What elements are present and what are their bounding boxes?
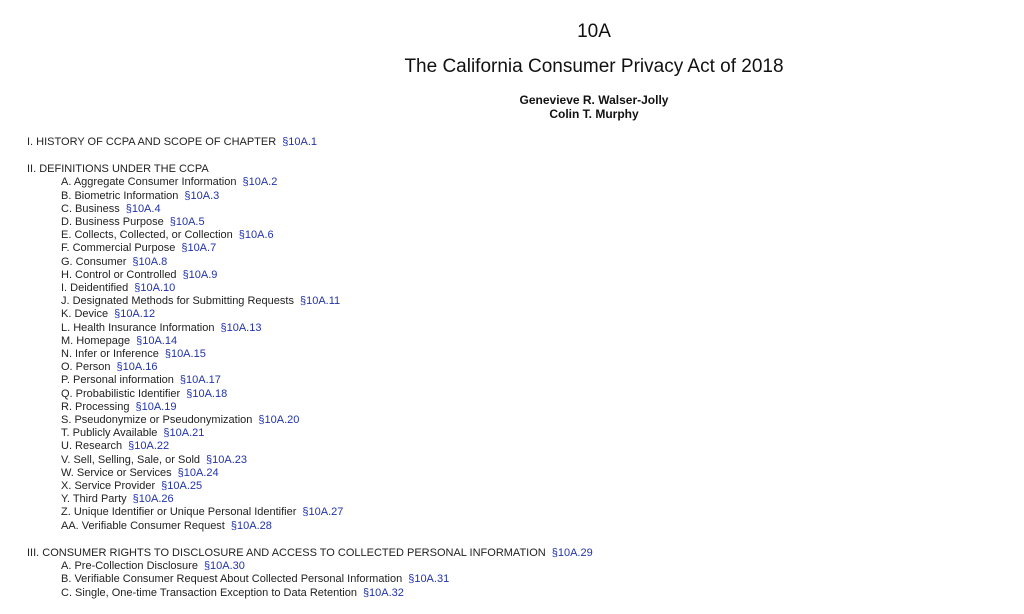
section-link[interactable]: §10A.27 [302,506,344,519]
section-link[interactable]: §10A.20 [258,414,300,427]
list-item [61,506,593,519]
list-item [61,308,593,321]
subsection-label: R. Processing [61,400,130,413]
subsection-label: J. Designated Methods for Submitting Requests [61,295,294,308]
section-link[interactable]: §10A.21 [163,427,205,440]
section-link[interactable]: §10A.31 [408,573,450,586]
section-link[interactable]: §10A.18 [186,387,228,400]
list-item [61,282,593,295]
list-item [61,587,593,600]
subsection-list [27,176,593,532]
subsection-label: P. Personal information [61,374,174,387]
list-item [61,242,593,255]
subsection-label: C. Single, One-time Transaction Exception to Data Retention [61,586,357,599]
section-link[interactable]: §10A.9 [182,268,218,281]
list-item [61,295,593,308]
subsection-label: A. Aggregate Consumer Information [61,176,237,189]
subsection-label: U. Research [61,440,123,453]
subsection-label: L. Health Insurance Information [61,321,215,334]
list-item [61,269,593,282]
section-link[interactable]: §10A.29 [551,546,593,559]
section-heading [27,547,593,560]
subsection-label: O. Person [61,361,111,374]
chapter-number: 10A [577,21,611,42]
list-item [61,361,593,374]
list-item [61,229,593,242]
section-link[interactable]: §10A.6 [238,229,274,242]
list-item [61,440,593,453]
list-item [61,560,593,573]
list-item [61,388,593,401]
subsection-label: S. Pseudonymize or Pseudonymization [61,414,253,427]
section-link[interactable]: §10A.1 [282,136,318,148]
list-item [61,190,593,203]
section-link[interactable]: §10A.14 [136,334,178,347]
subsection-label: B. Biometric Information [61,189,179,202]
section-link[interactable]: §10A.15 [164,348,206,361]
subsection-label: G. Consumer [61,255,127,268]
list-item [61,322,593,335]
section-link[interactable]: §10A.26 [132,493,174,506]
subsection-label: X. Service Provider [61,480,156,493]
subsection-label: AA. Verifiable Consumer Request [61,519,225,532]
subsection-label: A. Pre-Collection Disclosure [61,560,198,573]
subsection-label: N. Infer or Inference [61,348,159,361]
subsection-label: K. Device [61,308,109,321]
section-heading-label: II. DEFINITIONS UNDER THE CCPA [27,163,209,176]
section-link[interactable]: §10A.19 [135,400,177,413]
subsection-label: C. Business [61,202,120,215]
authors [0,93,1024,121]
section-link[interactable]: §10A.16 [116,361,158,374]
subsection-label: D. Business Purpose [61,216,164,229]
section-link[interactable]: §10A.28 [230,519,272,532]
subsection-label: E. Collects, Collected, or Collection [61,229,233,242]
section-heading [27,163,593,176]
list-item [61,374,593,387]
list-item [61,203,593,216]
section-link[interactable]: §10A.32 [362,586,404,599]
list-item [61,493,593,506]
list-item [61,414,593,427]
section-link[interactable]: §10A.10 [134,282,176,295]
list-item [61,216,593,229]
list-item [61,256,593,269]
section-link[interactable]: §10A.2 [242,176,278,189]
list-item [61,401,593,414]
subsection-label: Z. Unique Identifier or Unique Personal Identifier [61,506,297,519]
section-link[interactable]: §10A.11 [299,295,341,308]
subsection-label: B. Verifiable Consumer Request About Collected Personal Information [61,573,403,586]
toc-section [27,136,593,149]
section-heading-label: I. HISTORY OF CCPA AND SCOPE OF CHAPTER [27,136,277,148]
section-link[interactable]: §10A.22 [128,440,170,453]
section-link[interactable]: §10A.5 [169,216,205,229]
section-link[interactable]: §10A.7 [181,242,217,255]
subsection-label: F. Commercial Purpose [61,242,176,255]
subsection-label: Y. Third Party [61,493,127,506]
section-link[interactable]: §10A.30 [203,560,245,573]
list-item [61,454,593,467]
section-link[interactable]: §10A.8 [132,255,168,268]
list-item [61,480,593,493]
section-link[interactable]: §10A.17 [179,374,221,387]
section-link[interactable]: §10A.12 [114,308,156,321]
section-link[interactable]: §10A.23 [206,453,247,466]
list-item [61,176,593,189]
section-link[interactable]: §10A.4 [125,202,161,215]
author-name: Genevieve R. Walser-Jolly [519,93,669,107]
subsection-label: Q. Probabilistic Identifier [61,387,181,400]
section-link[interactable]: §10A.24 [177,466,219,479]
list-item [61,335,593,348]
list-item [61,573,593,586]
subsection-label: V. Sell, Selling, Sale, or Sold [61,453,201,466]
section-heading-label: III. CONSUMER RIGHTS TO DISCLOSURE AND ACCESS TO COLLECTED PERSONAL INFORMATION [27,546,546,559]
subsection-label: W. Service or Services [61,466,172,479]
subsection-label: T. Publicly Available [61,427,158,440]
list-item [61,427,593,440]
subsection-label: M. Homepage [61,334,131,347]
toc-section [27,547,593,600]
subsection-list [27,560,593,600]
section-link[interactable]: §10A.13 [220,321,262,334]
subsection-label: H. Control or Controlled [61,268,177,281]
list-item [61,467,593,480]
list-item [61,348,593,361]
author-name: Colin T. Murphy [549,107,639,121]
toc-section [27,163,593,533]
section-link[interactable]: §10A.25 [161,480,203,493]
section-link[interactable]: §10A.3 [184,189,220,202]
list-item [61,520,593,533]
table-of-contents [27,136,593,614]
section-heading [27,136,593,149]
chapter-title: The California Consumer Privacy Act of 2018 [404,56,784,77]
subsection-label: I. Deidentified [61,282,129,295]
